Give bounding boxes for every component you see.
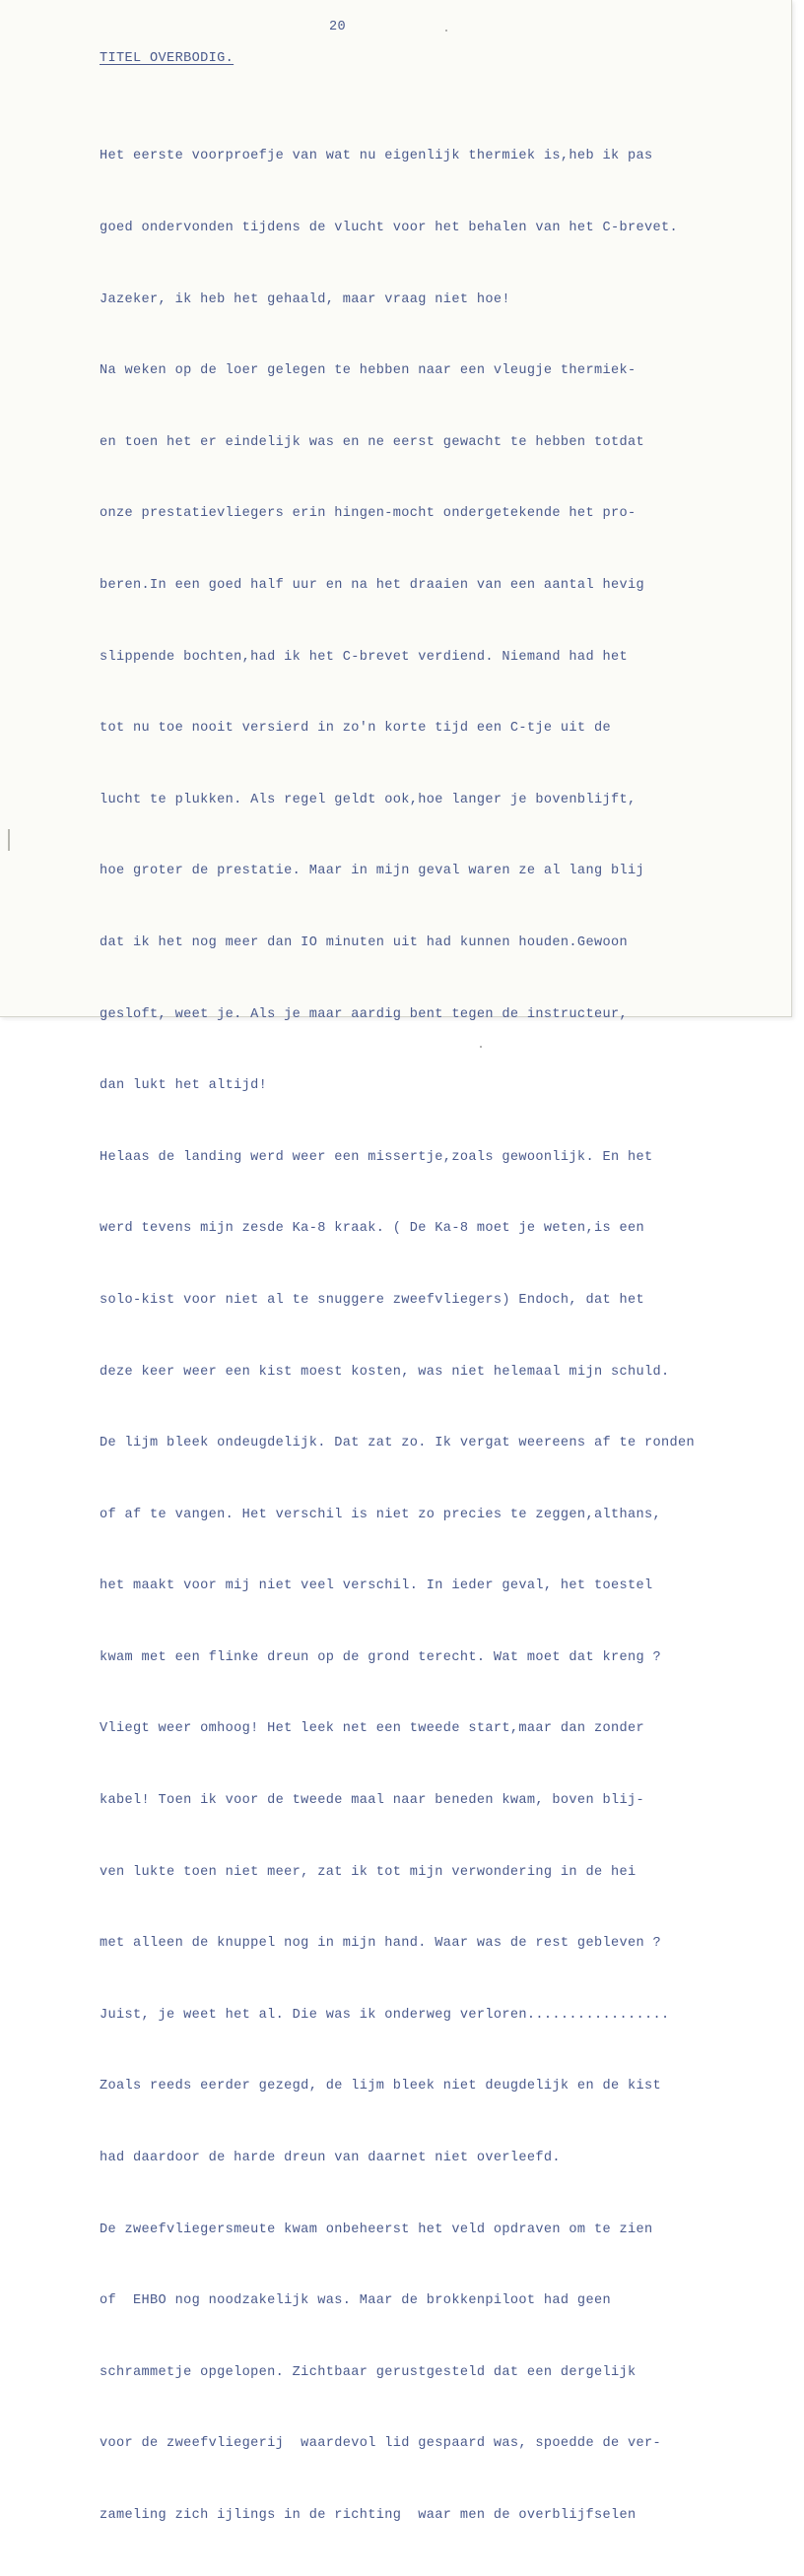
- body-line: had daardoor de harde dreun van daarnet niet overleefd.: [100, 2151, 561, 2166]
- body-line: met alleen de knuppel nog in mijn hand. Waar was de rest gebleven ?: [100, 1936, 662, 1952]
- body-line: dan lukt het altijd!: [100, 1078, 268, 1094]
- body-line: het maakt voor mij niet veel verschil. In ieder geval, het toestel: [100, 1578, 653, 1594]
- paper-fleck: [445, 30, 447, 32]
- body-line: De lijm bleek ondeugdelijk. Dat zat zo. Ik vergat weereens af te ronden: [100, 1436, 696, 1451]
- body-line: Helaas de landing werd weer een missertje,zoals gewoonlijk. En het: [100, 1149, 653, 1165]
- body-line: Juist, je weet het al. Die was ik onderweg verloren.................: [100, 2007, 670, 2023]
- body-line: solo-kist voor niet al te snuggere zweefvliegers) Endoch, dat het: [100, 1292, 644, 1308]
- body-line: werd tevens mijn zesde Ka-8 kraak. ( De Ka-8 moet je weten,is een: [100, 1221, 644, 1237]
- body-line: Het eerste voorproefje van wat nu eigenlijk thermiek is,heb ik pas: [100, 149, 653, 164]
- body-line: hoe groter de prestatie. Maar in mijn geval waren ze al lang blij: [100, 864, 644, 879]
- body-line: kabel! Toen ik voor de tweede maal naar beneden kwam, boven blij-: [100, 1793, 644, 1809]
- body-line: of af te vangen. Het verschil is niet zo precies te zeggen,althans,: [100, 1507, 662, 1522]
- body-line: slippende bochten,had ik het C-brevet verdiend. Niemand had het: [100, 649, 628, 665]
- body-line: Vliegt weer omhoog! Het leek net een tweede start,maar dan zonder: [100, 1721, 644, 1737]
- body-text: [100, 97, 695, 2576]
- body-line: Jazeker, ik heb het gehaald, maar vraag niet hoe!: [100, 291, 510, 307]
- body-line: schrammetje opgelopen. Zichtbaar gerustgesteld dat een dergelijk: [100, 2364, 636, 2380]
- body-line: deze keer weer een kist moest kosten, was niet helemaal mijn schuld.: [100, 1364, 670, 1380]
- body-line: en toen het er eindelijk was en ne eerst gewacht te hebben totdat: [100, 434, 644, 450]
- body-line: zameling zich ijlings in de richting waar men de overblijfselen: [100, 2508, 636, 2523]
- body-line: of EHBO nog noodzakelijk was. Maar de brokkenpiloot had geen: [100, 2293, 611, 2309]
- body-line: kwam met een flinke dreun op de grond terecht. Wat moet dat kreng ?: [100, 1649, 662, 1665]
- body-line: De zweefvliegersmeute kwam onbeheerst het veld opdraven om te zien: [100, 2222, 653, 2237]
- body-line: Na weken op de loer gelegen te hebben naar een vleugje thermiek-: [100, 363, 636, 379]
- body-line: lucht te plukken. Als regel geldt ook,hoe langer je bovenblijft,: [100, 792, 636, 807]
- body-line: beren.In een goed half uur en na het draaien van een aantal hevig: [100, 577, 644, 593]
- binding-hole-mark: [8, 829, 10, 851]
- body-line: ven lukte toen niet meer, zat ik tot mijn verwondering in de hei: [100, 1864, 636, 1880]
- document-title: TITEL OVERBODIG.: [100, 51, 234, 66]
- body-line: tot nu toe nooit versierd in zo'n korte tijd een C-tje uit de: [100, 721, 611, 737]
- body-line: voor de zweefvliegerij waardevol lid gespaard was, spoedde de ver-: [100, 2436, 662, 2452]
- body-line: Zoals reeds eerder gezegd, de lijm bleek niet deugdelijk en de kist: [100, 2079, 662, 2094]
- body-line: onze prestatievliegers erin hingen-mocht ondergetekende het pro-: [100, 506, 636, 522]
- body-line: goed ondervonden tijdens de vlucht voor het behalen van het C-brevet.: [100, 221, 679, 235]
- body-line: dat ik het nog meer dan IO minuten uit had kunnen houden.Gewoon: [100, 934, 628, 950]
- page-number: 20: [329, 20, 347, 34]
- body-line: gesloft, weet je. Als je maar aardig bent tegen de instructeur,: [100, 1006, 628, 1022]
- scan-fleck: [480, 1046, 482, 1048]
